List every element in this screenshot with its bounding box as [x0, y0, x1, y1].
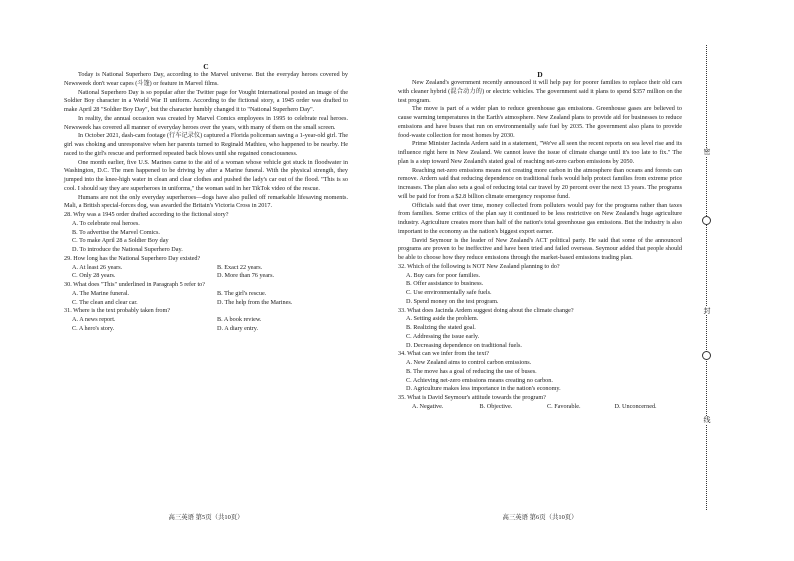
- option-row: [398, 403, 682, 412]
- paragraph: In reality, the annual occasion was created by Marvel Comics employees in 1995 to celebrate real heroes. Newsweek has covered all manner of everyday heroes over the years, with many of them on the small screen.: [64, 114, 348, 131]
- answer-option: B. Offer assistance to business.: [406, 280, 484, 288]
- option-row: [64, 290, 348, 299]
- paragraph: In October 2021, dash-cam footage (行车记录仪) captured a Florida policeman saving a 1-year-old girl. The girl was choking and unresponsive when her parents turned to Reginald Mathieu, who happened to be nearby. He raced to the girl's rescue and performed repeated back blows until she regained consciousness.: [64, 132, 348, 157]
- binding-line: [701, 45, 713, 510]
- paragraph: David Seymour is the leader of New Zealand's ACT political party. He said that some of the announced programs are proven to be ineffective and have been tried and failed overseas. Seymour added that people should be able to choose how they reduce emissions through the market-based emissions trading plan.: [398, 236, 682, 261]
- answer-option: B. Objective.: [479, 402, 513, 410]
- paragraph: New Zealand's government recently announced it will help pay for poorer families to replace their old cars with cleaner hybrid (混合动力的) or electric vehicles. The government said it plans to spend $357 million on the test program.: [398, 79, 682, 104]
- paragraph: Today is National Superhero Day, according to the Marvel universe. But the everyday heroes covered by Newsweek don't wear capes (斗篷) or feature in Marvel films.: [64, 71, 348, 87]
- page-footer: 高三英语 第6页（共10页）: [502, 514, 578, 521]
- answer-option: C. To make April 28 a Soldier Boy day: [72, 237, 169, 245]
- paragraph: Reaching net-zero emissions means not creating more carbon in the atmosphere than oceans and forests can remove. Ardern said that reducing dependence on traditional fuels would help protect families from extreme price increases. The plan also sets a goal of reducing total car travel by 20 percent over the next 13 years. The programs will be paid for from a $2.8 billion climate emergency response fund.: [398, 166, 682, 200]
- section-title: D: [537, 70, 543, 79]
- answer-option: D. To introduce the National Superhero Day.: [72, 246, 183, 253]
- question-stem: 33. What does Jacinda Ardem suggest doing about the climate change?: [398, 306, 574, 314]
- binding-char: 密: [701, 148, 713, 156]
- question-stem: 31. Where is the text probably taken from?: [64, 307, 171, 315]
- answer-option: D. A diary entry.: [217, 324, 259, 332]
- answer-option: D. Spend money on the test program.: [406, 297, 499, 305]
- option-row: [64, 325, 348, 334]
- answer-option: C. Favorable.: [547, 402, 581, 410]
- answer-option: B. A book review.: [217, 316, 262, 323]
- answer-option: A. To celebrate real heroes.: [72, 219, 140, 227]
- question-stem: 30. What does "This" underlined in Paragraph 5 refer to?: [64, 281, 206, 288]
- answer-option: C. Only 28 years.: [72, 272, 116, 280]
- section-title: C: [203, 62, 209, 71]
- option-row: [64, 264, 348, 273]
- binding-char: 线: [701, 416, 713, 424]
- question-stem: 29. How long has the National Superhero Day existed?: [64, 254, 201, 262]
- answer-option: D. Agriculture makes less importance in the nation's economy.: [406, 385, 561, 393]
- paragraph: Officials said that over time, money collected from polluters would pay for the programs rather than taxes from families. Some critics of the plan say it continued to be less restrictive on New Zealand's huge agriculture industry. Agriculture creates more than half of the nation's total greenhouse gas emissions. But the industry is also important to the economy as the nation's biggest export earner.: [398, 201, 682, 235]
- binding-circle: [702, 216, 711, 225]
- answer-option: A. Negative.: [412, 402, 444, 410]
- answer-option: B. Realizing the stated goal.: [406, 324, 476, 331]
- answer-option: D. More than 76 years.: [217, 272, 275, 280]
- question-stem: 35. What is David Seymour's attitude towards the program?: [398, 394, 546, 401]
- option-row: [64, 272, 348, 281]
- answer-option: C. Achieving net-zero emissions means creating no carbon.: [406, 376, 553, 384]
- paragraph: Prime Minister Jacinda Ardern said in a statement, "We've all seen the recent reports on sea level rise and its influence right here in New Zealand. We cannot leave the issue of climate change until it's too late to fix." The plan is a step toward New Zealand's stated goal of reaching net-zero carbon emissions by 2050.: [398, 140, 682, 165]
- answer-option: A. A news report.: [72, 316, 116, 323]
- answer-option: A. New Zealand aims to control carbon emissions.: [406, 359, 532, 366]
- answer-option: A. Buy cars for poor families.: [406, 271, 481, 279]
- answer-option: C. Use environmentally safe fuels.: [406, 289, 492, 296]
- paragraph: The move is part of a wider plan to reduce greenhouse gas emissions. Greenhouse gases are believed to cause warming temperatures in the Earth's atmosphere. New Zealand plans to provide aid for businesses to reduce emissions and have buses that run on environmentally safe fuel by 2035. The government also plans to provide food-waste collection for most homes by 2030.: [398, 105, 682, 139]
- dotted-line: [706, 45, 707, 510]
- answer-option: A. Setting aside the problem.: [406, 315, 479, 323]
- left-column: [64, 62, 348, 334]
- question-stem: 32. Which of the following is NOT New Zealand planning to do?: [398, 262, 560, 270]
- option-row: [64, 299, 348, 308]
- paragraph: National Superhero Day is so popular after the Twitter page for Vought International posted an image of the Soldier Boy character in a World War II uniform. According to the fictional story, a 1945 order was drafted to make April 28 "Soldier Boy Day", but the character humbly changed it to "National Superhero Day".: [64, 88, 348, 113]
- binding-circle: [702, 351, 711, 360]
- answer-option: D. The help from the Marines.: [217, 298, 293, 306]
- answer-option: B. To advertise the Marvel Comics.: [72, 228, 160, 236]
- option-row: [64, 316, 348, 325]
- answer-option: B. The move has a goal of reducing the use of buses.: [406, 367, 537, 375]
- answer-option: B. The girl's rescue.: [217, 289, 267, 297]
- right-column: [398, 70, 682, 412]
- question-stem: 34. What can we infer from the text?: [398, 350, 489, 358]
- paragraph: One month earlier, five U.S. Marines came to the aid of a woman whose vehicle got stuck in floodwater in Washington, D.C. The men happened to be driving by after a Marine funeral. With the physical strength, they jumped into the knee-high water in clean and clear clothes and pushed the lady's car out of the flood. "This is so cool. I should say they are superheroes in uniforms," the woman said in her TikTok video of the rescue.: [64, 158, 348, 192]
- binding-char: 封: [701, 307, 713, 315]
- answer-option: B. Exact 22 years.: [217, 263, 263, 271]
- answer-option: A. The Marine funeral.: [72, 289, 130, 297]
- answer-option: D. Unconcerned.: [614, 402, 657, 410]
- question-stem: 28. Why was a 1945 order drafted according to the fictional story?: [64, 211, 229, 218]
- answer-option: C. A hero's story.: [72, 324, 115, 332]
- page-footer: 高三英语 第5页（共10页）: [168, 514, 244, 521]
- answer-option: C. The clean and clear car.: [72, 298, 138, 306]
- paragraph: Humans are not the only everyday superheroes—dogs have also pulled off remarkable lifesaving moments. Mali, a British special-forces dog, was awarded the Britain's Victoria Cross in 2017.: [64, 193, 348, 210]
- answer-option: D. Decreasing dependence on traditional fuels.: [406, 341, 522, 349]
- answer-option: A. At least 26 years.: [72, 263, 123, 271]
- answer-option: C. Addressing the issue early.: [406, 332, 480, 340]
